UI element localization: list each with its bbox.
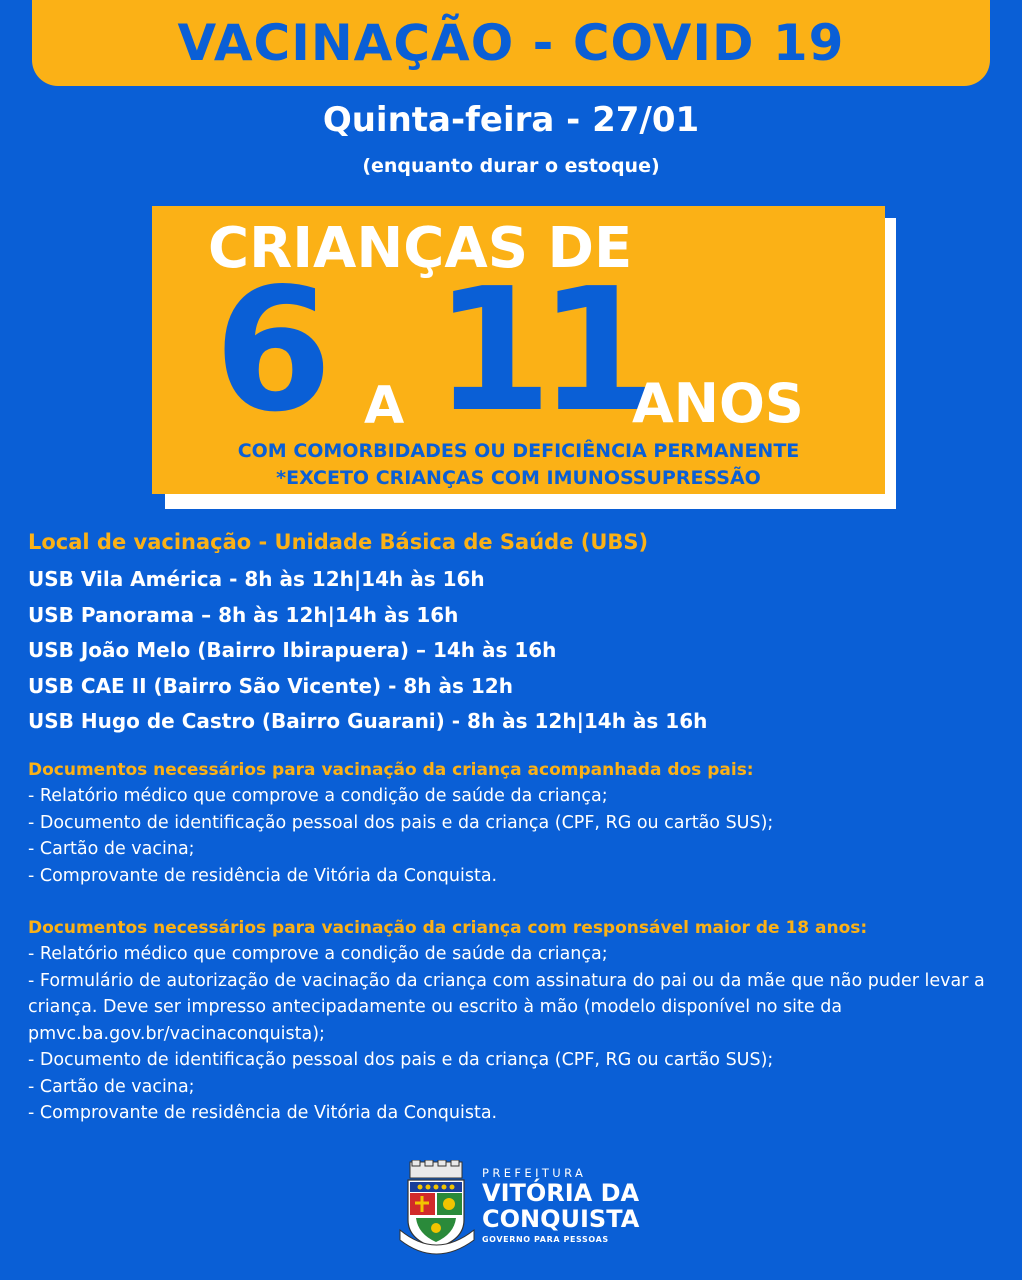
age-from: 6 (214, 252, 333, 450)
location-item: USB CAE II (Bairro São Vicente) - 8h às 12h (28, 673, 513, 698)
logo-city-line1: VITÓRIA DA (482, 1179, 640, 1207)
docs-item: - Comprovante de residência de Vitória da Conquista. (28, 865, 498, 886)
page-title: VACINAÇÃO - COVID 19 (177, 14, 845, 72)
docs-item: - Documento de identificação pessoal dos pais e da criança (CPF, RG ou cartão SUS); (28, 812, 774, 833)
condition-text (152, 438, 885, 492)
docs-parents-section (28, 757, 998, 889)
docs-item: - Documento de identificação pessoal dos pais e da criança (CPF, RG ou cartão SUS); (28, 1050, 774, 1070)
docs-item: - Cartão de vacina; (28, 1076, 195, 1097)
logo-prefix: PREFEITURA (482, 1166, 587, 1180)
audience-label: CRIANÇAS DE (208, 216, 633, 281)
city-crest-icon (398, 1160, 476, 1255)
vaccination-locations (28, 530, 998, 740)
logo-city-line2: CONQUISTA (482, 1205, 640, 1233)
highlight-card (152, 206, 885, 494)
location-item: USB Vila América - 8h às 12h|14h às 16h (28, 567, 485, 591)
docs-item: - Formulário de autorização de vacinação da criança com assinatura do pai ou da mãe que não puder levar a criança. Deve ser impresso antecipadamente ou escrito à mão (modelo disponível no site da pmvc.ba.gov.br/vacinaconquista); (28, 970, 985, 1044)
location-item: USB Hugo de Castro (Bairro Guarani) - 8h às 12h|14h às 16h (28, 709, 708, 733)
age-unit: ANOS (632, 372, 804, 435)
title-banner (32, 0, 990, 86)
date-heading: Quinta-feira - 27/01 (322, 100, 700, 140)
docs-item: - Relatório médico que comprove a condição de saúde da criança; (28, 944, 608, 964)
age-to: 11 (434, 252, 643, 450)
condition-line: COM COMORBIDADES OU DEFICIÊNCIA PERMANENTE (237, 440, 800, 462)
docs-guardian-title: Documentos necessários para vacinação da criança com responsável maior de 18 anos: (28, 918, 868, 938)
age-connector: A (364, 376, 405, 436)
docs-item: - Cartão de vacina; (28, 839, 195, 859)
location-item: USB Panorama – 8h às 12h|14h às 16h (28, 602, 459, 627)
docs-guardian-section (28, 915, 998, 1127)
docs-item: - Relatório médico que comprove a condição de saúde da criança; (28, 786, 608, 806)
location-item: USB João Melo (Bairro Ibirapuera) – 14h às 16h (28, 638, 557, 662)
logo-text (482, 1166, 639, 1244)
docs-item: - Comprovante de residência de Vitória da Conquista. (28, 1103, 498, 1123)
stock-note: (enquanto durar o estoque) (362, 155, 660, 177)
exception-line: *EXCETO CRIANÇAS COM IMUNOSSUPRESSÃO (276, 467, 761, 489)
logo-slogan: GOVERNO PARA PESSOAS (482, 1235, 609, 1244)
docs-parents-title: Documentos necessários para vacinação da criança acompanhada dos pais: (28, 760, 754, 780)
locations-title: Local de vacinação - Unidade Básica de Saúde (UBS) (28, 530, 649, 554)
prefeitura-logo (398, 1160, 640, 1255)
